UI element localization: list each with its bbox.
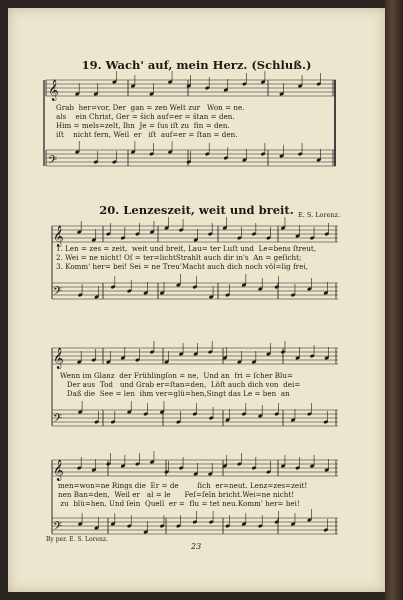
- song-19-lyric-line-1: Grab her=vor, Der gan = zen Welt zur Won = ne.: [56, 103, 245, 112]
- song-19-title: 19. Wach' auf, mein Herz. (Schluß.): [81, 58, 312, 72]
- song-20-title: 20. Lenzeszeit, weit und breit.: [99, 203, 294, 217]
- treble-clef-icon: 𝄞: [53, 348, 64, 369]
- song-19-lyric-line-4: iſt nicht fern, Weil er iſt auf=er = ſtan = den.: [56, 130, 238, 139]
- song-20-verse-2-line-2: Der aus Tod und Grab er=ſtan=den, Löſt auch dich von dei=: [60, 380, 301, 389]
- bass-clef-icon: 𝄢: [53, 520, 63, 536]
- book-spine: [385, 0, 403, 600]
- song-20-verse-2-line-3: nen Ban=den, Weil er al = le Feſ=ſeln bricht.Wei=ne nicht!: [58, 490, 295, 499]
- song-20-verse-1-line-1: 1. Len = zes = zeit, weit und breit, Lau= ter Luſt und Le=bens ſtreut,: [56, 244, 317, 253]
- treble-clef-icon: 𝄞: [53, 226, 64, 247]
- bass-clef-icon: 𝄢: [48, 154, 58, 170]
- song-19-lyric-line-3: Him = mels=zelt, Ihn Je = ſus iſt zu fin = den.: [56, 121, 230, 130]
- bass-clef-icon: 𝄢: [53, 412, 63, 428]
- song-20-verse-3-line-1: 3. Komm' her= bei! Sei = ne Treu'Macht auch dich noch völ=lig frei,: [56, 262, 309, 271]
- song-20-verse-3-line-2: Daß die See = len ihm ver=glü=hen,Singt das Le = ben an: [60, 389, 290, 398]
- treble-clef-icon: 𝄞: [53, 460, 64, 481]
- copyright-note: By per. E. S. Lorenz.: [46, 536, 108, 543]
- bass-clef-icon: 𝄢: [53, 285, 63, 301]
- song-19-lyric-line-2: als ein Christ, Ger = ŝich auf=er = ŝtan = den.: [56, 112, 235, 121]
- composer-credit: E. S. Lorenz.: [298, 211, 341, 219]
- page-number: 23: [191, 542, 202, 551]
- song-20-verse-3-line-3: zu blü=hen, Und ſein Quell er = flu = tet neu.Komm' her= bei!: [58, 499, 300, 508]
- song-20-verse-1-line-3: men=won=ne Rings die Er = de ſich er=neut. Lenz=zes=zeit!: [58, 481, 308, 490]
- treble-clef-icon: 𝄞: [48, 80, 59, 101]
- song-20-verse-2-line-1: 2. Wei = ne nicht! Oſ = ter=lichtStrahlt auch dir in's An = geſicht;: [56, 253, 302, 262]
- song-20-verse-1-line-2: Wenn im Glanz der Frühlingſon = ne, Und an fri = ſcher Blu=: [60, 371, 293, 380]
- hymnal-page: [8, 8, 385, 592]
